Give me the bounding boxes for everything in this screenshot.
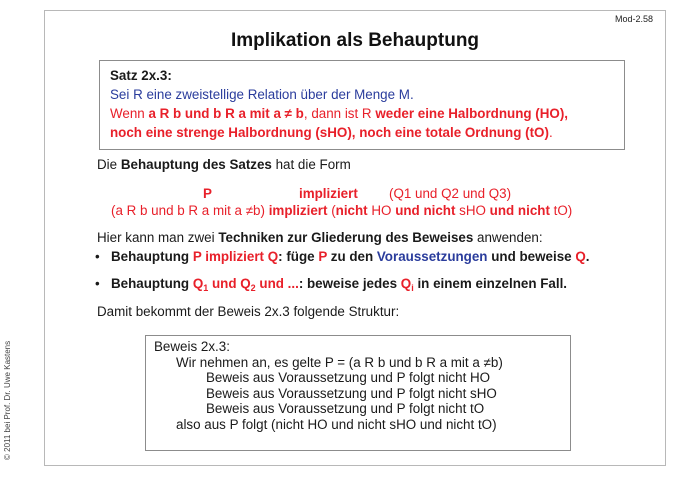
theorem-line-3: noch eine strenge Halbordnung (sHO), noch eine totale Ordnung (tO). xyxy=(110,125,553,140)
slide-frame: Mod-2.58 Implikation als Behauptung Satz 2x.3: Sei R eine zweistellige Relation über der Menge M. Wenn a R b und b R a mit a ≠ b, dann ist R weder eine Halbordnung (HO), noch eine strenge Halbordnung (sHO), noch eine totale Ordnung (tO). Die Behauptung des Satzes hat die Form P impliziert (Q1 und Q2 und Q3) (a R b und b R a mit a ≠b) impliziert (nicht HO und nicht sHO und nicht tO) Hier kann man zwei Techniken zur Gliederung des Beweises anwenden: • Behauptung P impliziert Q: füge P zu den Voraussetzungen und beweise Q. • Behauptung $Q_1$ und $Q_2$ und ...: beweise jedes $Q_i$ in einem einzelnen Fall. Damit bekommt der Beweis 2x.3 folgende Struktur: Beweis 2x.3: Wir nehmen an, es gelte P = (a R b und b R a mit a ≠b) Beweis aus Voraussetzung und P folgt nicht HO Beweis aus Voraussetzung und P folgt nicht sHO Beweis aus Voraussetzung und P folgt nicht tO also aus P folgt (nicht HO und nicht sHO und nicht tO) xyxy=(44,10,666,466)
proof-heading: Beweis 2x.3: xyxy=(154,339,230,354)
copyright-note: © 2011 bei Prof. Dr. Uwe Kastens xyxy=(3,340,12,460)
techniques-intro: Hier kann man zwei Techniken zur Gliederung des Beweises anwenden: xyxy=(97,230,543,245)
bullet-item-2: • Behauptung $Q_1$ und $Q_2$ und ...: beweise jedes $Q_i$ in einem einzelnen Fall. xyxy=(95,276,568,293)
proof-line: Wir nehmen an, es gelte P = (a R b und b R a mit a ≠b) xyxy=(176,354,503,370)
theorem-line-1: Sei R eine zweistellige Relation über der Menge M. xyxy=(110,87,414,102)
claim-intro: Die Behauptung des Satzes hat die Form xyxy=(97,157,351,172)
slide-title: Implikation als Behauptung xyxy=(230,30,480,51)
formula-q: (Q1 und Q2 und Q3) xyxy=(389,186,512,201)
formula-p: P xyxy=(203,186,212,201)
formula-implies: impliziert xyxy=(299,186,358,201)
proof-line: Beweis aus Voraussetzung und P folgt nicht tO xyxy=(206,401,485,417)
theorem-heading: Satz 2x.3: xyxy=(110,68,172,83)
theorem-box xyxy=(99,60,625,150)
bullet-item-1: • Behauptung P impliziert Q: füge P zu den Voraussetzungen und beweise Q. xyxy=(95,249,590,264)
theorem-line-2: Wenn a R b und b R a mit a ≠ b, dann ist R weder eine Halbordnung (HO), xyxy=(110,106,569,121)
proof-line: Beweis aus Voraussetzung und P folgt nicht sHO xyxy=(206,385,497,401)
structure-intro: Damit bekommt der Beweis 2x.3 folgende Struktur: xyxy=(97,304,400,319)
proof-box xyxy=(145,335,571,451)
proof-line: Beweis aus Voraussetzung und P folgt nicht HO xyxy=(206,370,491,386)
proof-line: also aus P folgt (nicht HO und nicht sHO und nicht tO) xyxy=(176,416,497,432)
slide-number: Mod-2.58 xyxy=(614,14,653,24)
